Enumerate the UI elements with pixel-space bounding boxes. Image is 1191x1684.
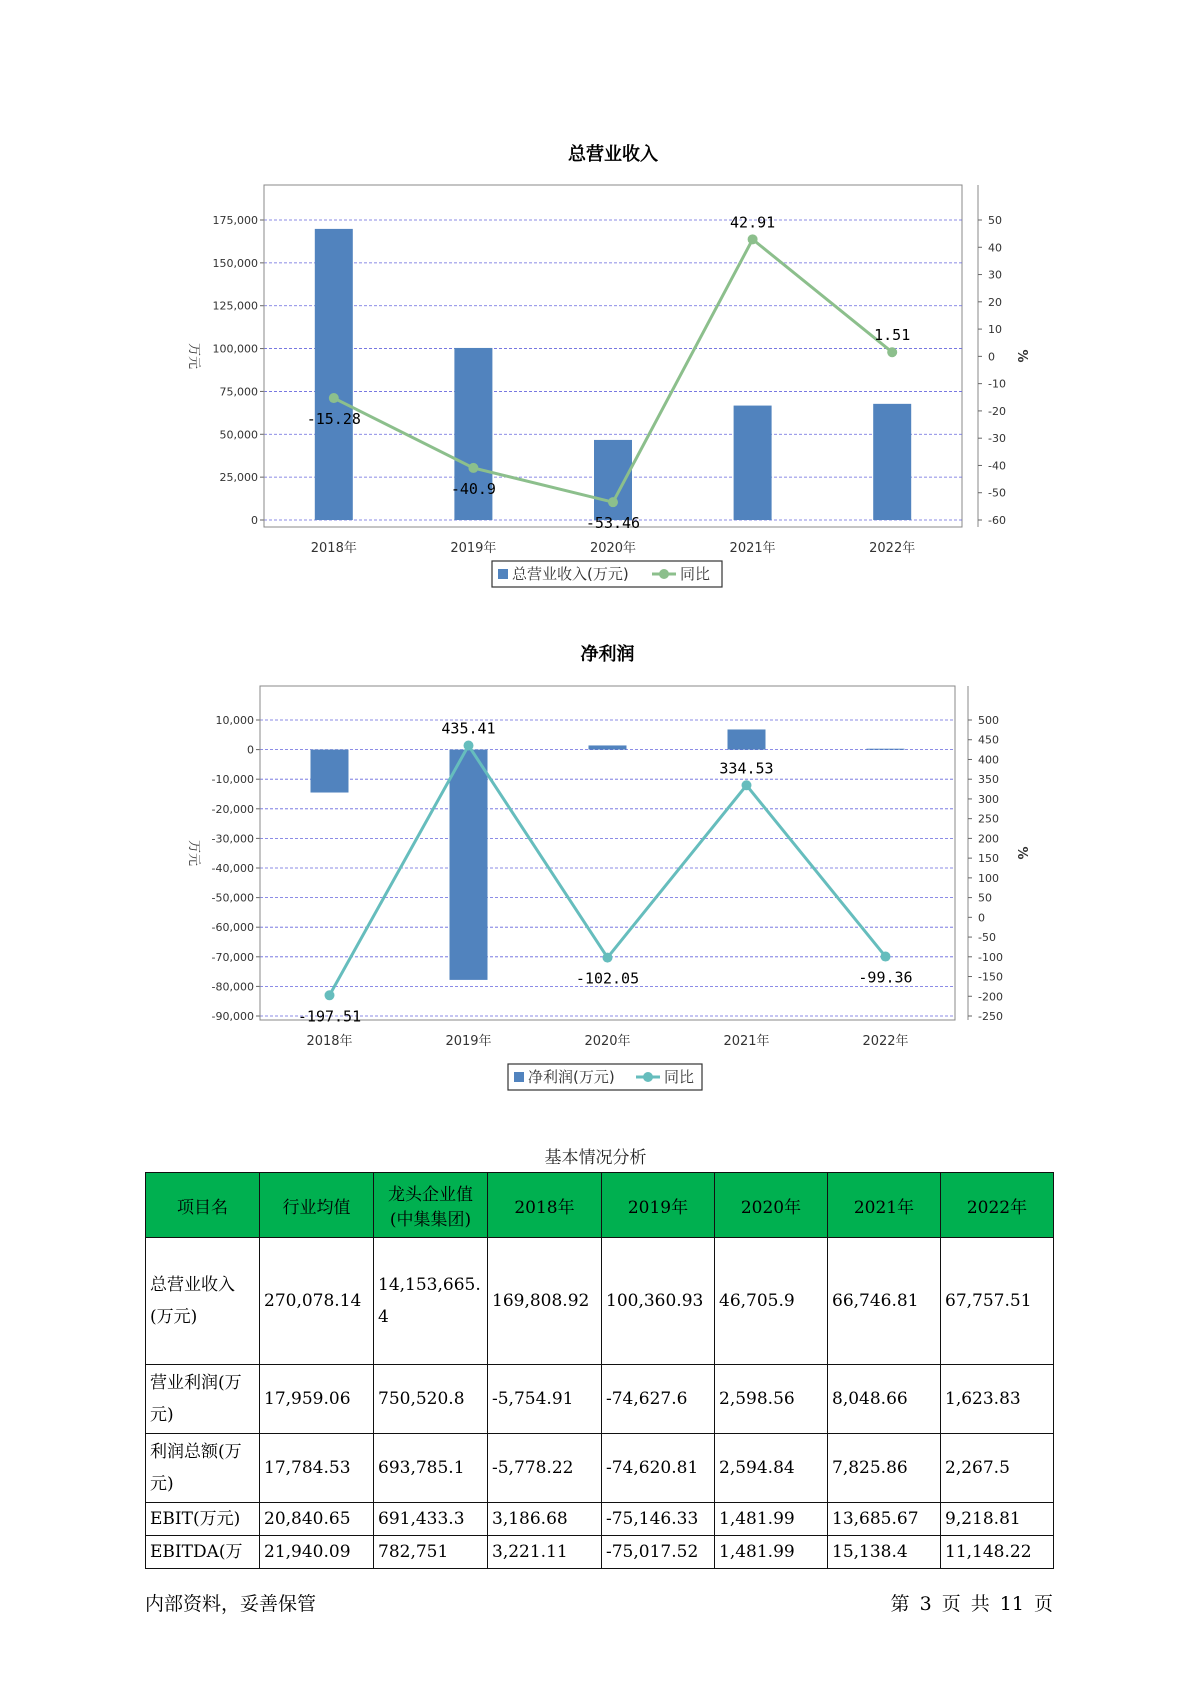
y-tick-label: 10,000	[215, 714, 254, 727]
header-cell: 2021年	[828, 1173, 941, 1238]
y2-tick-label: 250	[978, 812, 999, 826]
y2-axis-label: %	[1014, 349, 1029, 363]
y2-tick-label: 200	[978, 832, 999, 846]
table-cell: 17,784.53	[260, 1434, 374, 1503]
chart-title: 净利润	[580, 644, 635, 665]
bar-2022	[873, 404, 911, 520]
yoy-data-label: 1.51	[874, 326, 911, 345]
table-cell: -75,146.33	[602, 1503, 715, 1536]
y2-tick-label: 400	[978, 753, 999, 767]
legend-bar-label: 净利润(万元)	[528, 1068, 615, 1086]
yoy-point	[603, 953, 613, 963]
table-cell: 20,840.65	[260, 1503, 374, 1536]
table-cell: 3,186.68	[488, 1503, 602, 1536]
legend-line-marker	[643, 1072, 653, 1082]
y-tick-label: 75,000	[219, 385, 258, 399]
row-label: EBITDA(万	[146, 1536, 260, 1569]
x-tick-label: 2018年	[306, 1034, 353, 1049]
yoy-data-label: 435.41	[441, 719, 496, 738]
y2-tick-label: -50	[978, 931, 996, 945]
header-cell: 项目名	[146, 1173, 260, 1238]
header-cell: 2020年	[715, 1173, 828, 1238]
table-header-row	[146, 1173, 1054, 1238]
row-label: 利润总额(万元)	[146, 1434, 260, 1503]
table-cell: 782,751	[374, 1536, 488, 1569]
y-tick-label: 125,000	[212, 299, 258, 313]
table-cell: -5,754.91	[488, 1365, 602, 1434]
yoy-data-label: 42.91	[730, 213, 776, 232]
y2-tick-label: -10	[988, 377, 1006, 391]
y-tick-label: -60,000	[211, 921, 254, 935]
table-cell: 8,048.66	[828, 1365, 941, 1434]
table-cell: 46,705.9	[715, 1238, 828, 1365]
yoy-point	[608, 497, 618, 507]
x-tick-label: 2022年	[862, 1034, 909, 1049]
header-cell: 2019年	[602, 1173, 715, 1238]
table-row	[146, 1536, 1054, 1569]
yoy-point	[468, 463, 478, 473]
yoy-data-label: -197.51	[297, 1007, 362, 1026]
table-cell: 3,221.11	[488, 1536, 602, 1569]
y2-tick-label: -200	[978, 990, 1003, 1004]
y-tick-label: -70,000	[211, 950, 254, 964]
table-cell: 2,598.56	[715, 1365, 828, 1434]
bar-2020	[589, 745, 627, 749]
bar-2018	[315, 229, 353, 520]
yoy-data-label: -15.28	[306, 410, 361, 429]
table-cell: 100,360.93	[602, 1238, 715, 1365]
y-tick-label: -40,000	[211, 862, 254, 875]
header-cell: 2022年	[941, 1173, 1054, 1238]
revenue-chart	[0, 130, 1191, 600]
y2-tick-label: 50	[988, 214, 1002, 227]
table-caption: 基本情况分析	[544, 1148, 647, 1168]
x-tick-label: 2021年	[723, 1034, 770, 1049]
table-cell: 1,481.99	[715, 1503, 828, 1536]
footer-confidential-note: 内部资料，妥善保管	[145, 1593, 317, 1615]
y-tick-label: -90,000	[211, 1010, 254, 1023]
table-cell: 9,218.81	[941, 1503, 1054, 1536]
x-tick-label: 2019年	[445, 1034, 492, 1049]
row-label: EBIT(万元)	[146, 1503, 260, 1536]
y2-tick-label: 450	[978, 733, 999, 747]
y2-tick-label: -40	[988, 459, 1006, 473]
table-cell: -5,778.22	[488, 1434, 602, 1503]
bar-2022	[867, 749, 905, 750]
table-row	[146, 1238, 1054, 1365]
table-cell: 11,148.22	[941, 1536, 1054, 1569]
footer-page-number: 第 3 页 共 11 页	[890, 1593, 1053, 1615]
net-profit-chart	[0, 630, 1191, 1100]
legend-line-marker	[659, 569, 669, 579]
table-row	[146, 1434, 1054, 1503]
table-cell: 2,594.84	[715, 1434, 828, 1503]
y2-tick-label: 10	[988, 323, 1002, 337]
table-cell: -75,017.52	[602, 1536, 715, 1569]
table-cell: 270,078.14	[260, 1238, 374, 1365]
table-cell: 1,481.99	[715, 1536, 828, 1569]
yoy-point	[329, 393, 339, 403]
y-axis-label: 万元	[186, 342, 201, 370]
y-tick-label: 175,000	[212, 214, 258, 227]
x-tick-label: 2020年	[584, 1034, 631, 1049]
table-cell: 21,940.09	[260, 1536, 374, 1569]
table-cell: 691,433.3	[374, 1503, 488, 1536]
basic-analysis-table	[145, 1172, 1054, 1569]
y2-tick-label: -60	[988, 514, 1006, 527]
y-tick-label: -80,000	[211, 980, 254, 994]
y2-tick-label: -20	[988, 404, 1006, 418]
y-tick-label: -50,000	[211, 891, 254, 905]
legend-bar-swatch	[498, 569, 508, 579]
y2-tick-label: 300	[978, 792, 999, 806]
y2-tick-label: 500	[978, 714, 999, 727]
y2-tick-label: -50	[988, 486, 1006, 500]
y-tick-label: 50,000	[219, 428, 258, 442]
y2-tick-label: 150	[978, 852, 999, 866]
y2-tick-label: 40	[988, 241, 1002, 255]
y-tick-label: 0	[251, 514, 258, 527]
table-cell: -74,627.6	[602, 1365, 715, 1434]
yoy-data-label: -40.9	[450, 479, 496, 498]
y-axis-label: 万元	[186, 839, 201, 867]
legend-line-label: 同比	[664, 1068, 695, 1086]
legend-line-label: 同比	[680, 565, 711, 583]
y-tick-label: -20,000	[211, 802, 254, 816]
y-tick-label: 150,000	[212, 256, 258, 270]
table-row	[146, 1365, 1054, 1434]
y-tick-label: -30,000	[211, 832, 254, 846]
row-label: 总营业收入(万元)	[146, 1238, 260, 1365]
x-tick-label: 2019年	[450, 541, 497, 556]
table-cell: 2,267.5	[941, 1434, 1054, 1503]
y2-tick-label: -250	[978, 1010, 1003, 1023]
yoy-data-label: -102.05	[575, 969, 640, 988]
y2-tick-label: 20	[988, 295, 1002, 309]
y2-tick-label: 50	[978, 891, 992, 905]
yoy-point	[464, 740, 474, 750]
y2-tick-label: -30	[988, 432, 1006, 446]
table-cell: 66,746.81	[828, 1238, 941, 1365]
y2-tick-label: 350	[978, 773, 999, 787]
y2-tick-label: 0	[988, 350, 995, 364]
table-cell: 14,153,665.4	[374, 1238, 488, 1365]
x-tick-label: 2020年	[589, 541, 637, 556]
x-tick-label: 2018年	[310, 541, 357, 556]
yoy-point	[881, 952, 891, 962]
y2-tick-label: 100	[978, 871, 999, 885]
yoy-point	[887, 347, 897, 357]
table-cell: 67,757.51	[941, 1238, 1054, 1365]
bar-2021	[734, 406, 772, 520]
table-cell: 1,623.83	[941, 1365, 1054, 1434]
table-cell: 750,520.8	[374, 1365, 488, 1434]
row-label: 营业利润(万元)	[146, 1365, 260, 1434]
bar-2018	[311, 750, 349, 793]
y2-tick-label: -150	[978, 970, 1003, 984]
chart-title: 总营业收入	[568, 144, 658, 165]
y2-tick-label: -100	[978, 950, 1003, 964]
table-cell: 13,685.67	[828, 1503, 941, 1536]
yoy-point	[742, 780, 752, 790]
y-tick-label: 100,000	[212, 342, 258, 356]
bar-2021	[728, 729, 766, 749]
table-cell: 15,138.4	[828, 1536, 941, 1569]
header-cell: 行业均值	[260, 1173, 374, 1238]
table-cell: 7,825.86	[828, 1434, 941, 1503]
yoy-data-label: -99.36	[858, 968, 913, 987]
yoy-data-label: -53.46	[585, 514, 641, 533]
legend-bar-swatch	[514, 1072, 524, 1082]
table-cell: -74,620.81	[602, 1434, 715, 1503]
table-cell: 693,785.1	[374, 1434, 488, 1503]
y2-tick-label: 30	[988, 268, 1002, 282]
header-cell: 2018年	[488, 1173, 602, 1238]
x-tick-label: 2021年	[729, 541, 776, 556]
legend-bar-label: 总营业收入(万元)	[512, 565, 629, 583]
y2-axis-label: %	[1014, 846, 1029, 860]
y-tick-label: -10,000	[211, 773, 254, 787]
table-row	[146, 1503, 1054, 1536]
header-cell: 龙头企业值(中集集团)	[374, 1173, 488, 1238]
table-cell: 17,959.06	[260, 1365, 374, 1434]
y-tick-label: 0	[247, 743, 254, 757]
x-tick-label: 2022年	[869, 541, 916, 556]
yoy-point	[325, 990, 335, 1000]
yoy-point	[748, 234, 758, 244]
y-tick-label: 25,000	[219, 471, 258, 485]
bar-2019	[450, 750, 488, 980]
y2-tick-label: 0	[978, 911, 985, 925]
table-cell: 169,808.92	[488, 1238, 602, 1365]
yoy-data-label: 334.53	[719, 759, 774, 778]
